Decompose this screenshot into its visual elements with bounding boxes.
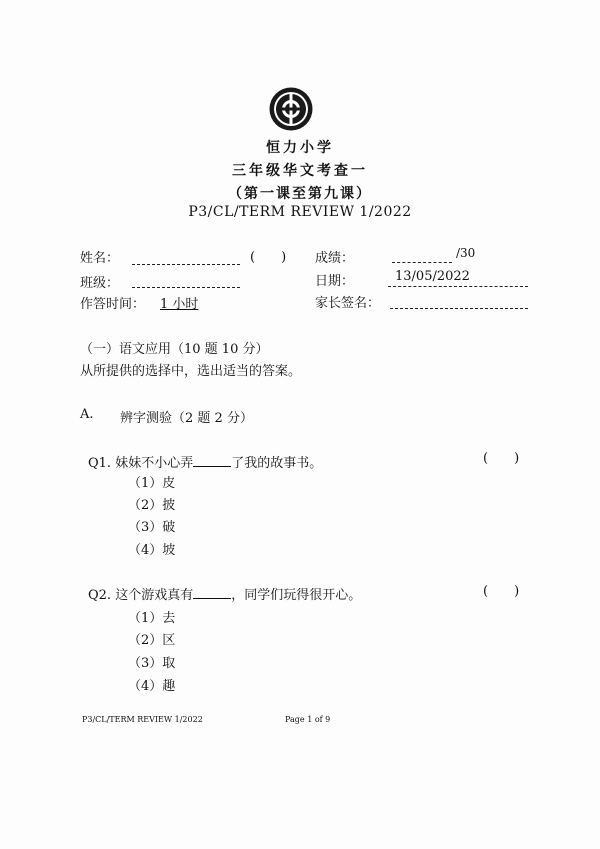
question-1-number: Q1. bbox=[88, 456, 112, 471]
question-2 bbox=[88, 584, 361, 603]
time-value: 1 小时 bbox=[160, 297, 199, 312]
question-1 bbox=[88, 452, 322, 471]
question-1-option-4[interactable]: （4）坡 bbox=[128, 543, 176, 558]
question-1-text-before: 妹妹不小心弄 bbox=[115, 456, 194, 471]
date-value: 13/05/2022 bbox=[395, 269, 470, 284]
school-crest-logo bbox=[268, 86, 314, 132]
question-1-blank bbox=[193, 454, 231, 467]
school-name: 恒力小学 bbox=[266, 140, 334, 156]
lesson-range: （第一课至第九课） bbox=[228, 186, 372, 202]
score-field[interactable] bbox=[392, 262, 452, 263]
question-2-number: Q2. bbox=[88, 588, 112, 603]
question-2-text-after: ，同学们玩得很开心。 bbox=[231, 588, 362, 603]
question-1-answer-box[interactable]: ( ) bbox=[483, 451, 520, 466]
question-2-blank bbox=[193, 586, 231, 599]
footer-code: P3/CL/TERM REVIEW 1/2022 bbox=[82, 715, 203, 724]
question-2-option-1[interactable]: （1）去 bbox=[128, 611, 176, 626]
date-underline bbox=[388, 286, 528, 287]
footer-page-number: Page 1 of 9 bbox=[285, 715, 331, 724]
question-2-option-2[interactable]: （2）区 bbox=[128, 633, 176, 648]
question-1-option-2[interactable]: （2）披 bbox=[128, 498, 176, 513]
question-1-option-1[interactable]: （1）皮 bbox=[128, 476, 176, 491]
question-2-text-before: 这个游戏真有 bbox=[115, 588, 194, 603]
part-title: 辨字测验（2 题 2 分） bbox=[120, 411, 253, 426]
section-title: （一）语文应用（10 题 10 分） bbox=[80, 342, 269, 357]
name-label: 姓名： bbox=[80, 251, 120, 266]
question-2-option-4[interactable]: （4）趣 bbox=[128, 679, 176, 694]
parent-signature-field[interactable] bbox=[390, 308, 528, 309]
class-field[interactable] bbox=[132, 287, 240, 288]
question-1-option-3[interactable]: （3）破 bbox=[128, 520, 176, 535]
section-instruction: 从所提供的选择中，选出适当的答案。 bbox=[80, 364, 302, 379]
class-number-paren: ( ) bbox=[250, 250, 287, 265]
question-2-answer-box[interactable]: ( ) bbox=[483, 584, 520, 599]
score-total: /30 bbox=[456, 246, 476, 260]
question-1-text-after: 了我的故事书。 bbox=[231, 456, 323, 471]
part-letter: A. bbox=[80, 407, 94, 422]
exam-title: 三年级华文考查一 bbox=[232, 163, 368, 179]
score-label: 成绩： bbox=[315, 251, 355, 266]
exam-code: P3/CL/TERM REVIEW 1/2022 bbox=[188, 204, 412, 220]
time-label: 作答时间： bbox=[80, 297, 146, 312]
name-field[interactable] bbox=[132, 264, 240, 265]
parent-signature-label: 家长签名： bbox=[315, 296, 381, 311]
date-label: 日期： bbox=[315, 274, 355, 289]
question-2-option-3[interactable]: （3）取 bbox=[128, 656, 176, 671]
class-label: 班级： bbox=[80, 276, 120, 291]
